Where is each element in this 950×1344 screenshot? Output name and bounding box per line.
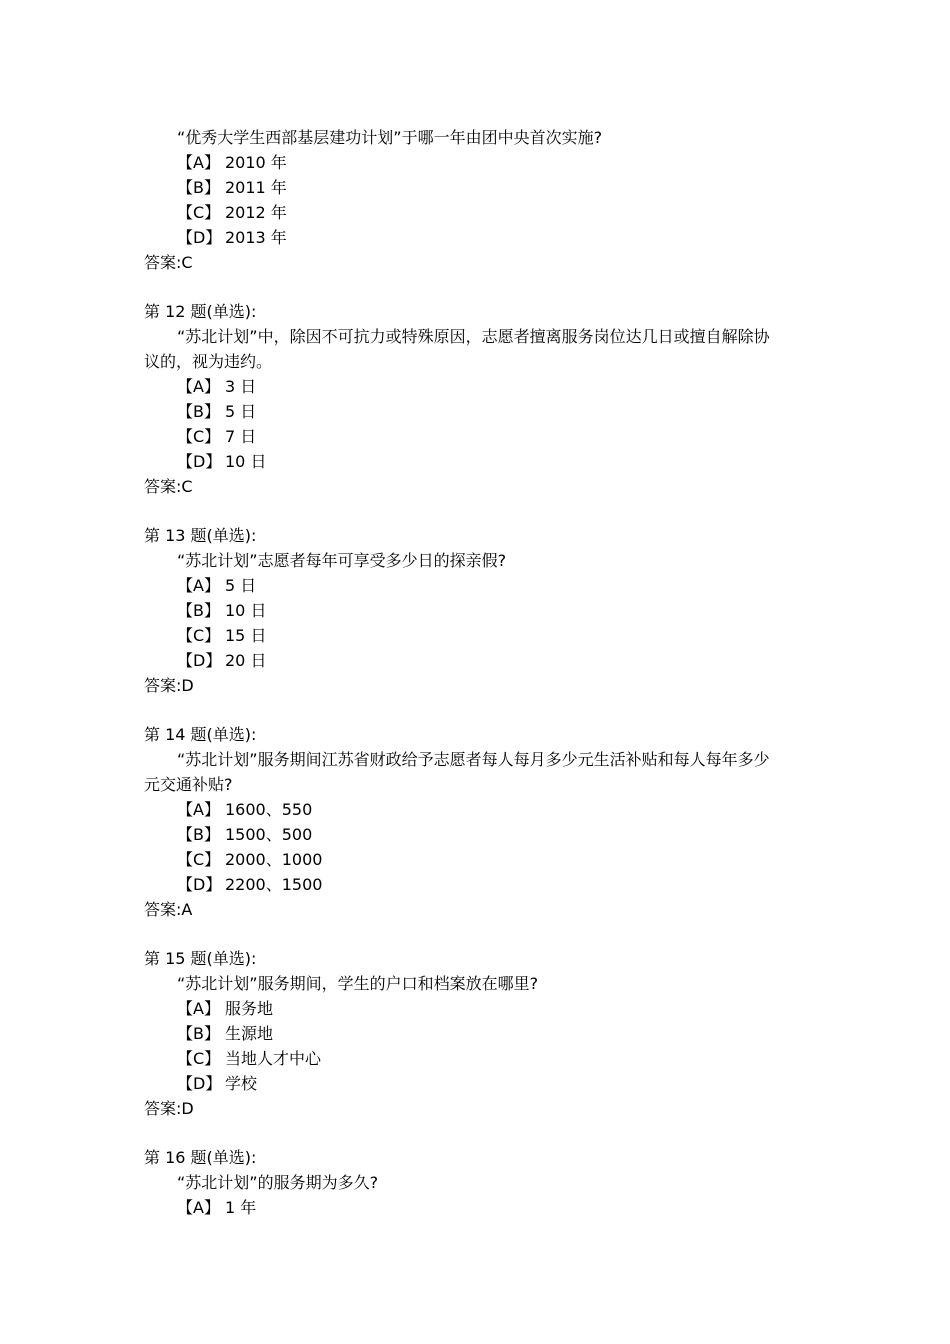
option-mark: 【A】 bbox=[177, 576, 220, 595]
option-b bbox=[144, 399, 814, 424]
option-mark: 【D】 bbox=[177, 651, 222, 670]
answer-line: 答案:D bbox=[144, 1099, 194, 1118]
option-b bbox=[144, 598, 814, 623]
option-b bbox=[144, 822, 814, 847]
option-mark: 【D】 bbox=[177, 875, 222, 894]
option-d bbox=[144, 1071, 814, 1096]
answer-line: 答案:C bbox=[144, 477, 193, 496]
question-stem-line: “苏北计划”的服务期为多久? bbox=[177, 1173, 379, 1192]
option-mark: 【A】 bbox=[177, 999, 220, 1018]
option-text: 2200、1500 bbox=[225, 875, 323, 894]
question-stem-line: “苏北计划”服务期间江苏省财政给予志愿者每人每月多少元生活补贴和每人每年多少 bbox=[177, 750, 770, 769]
option-mark: 【C】 bbox=[177, 850, 221, 869]
option-mark: 【B】 bbox=[177, 825, 220, 844]
option-d bbox=[144, 225, 814, 250]
option-a bbox=[144, 996, 814, 1021]
question-16 bbox=[144, 1145, 814, 1220]
option-mark: 【C】 bbox=[177, 203, 221, 222]
question-stem-line: “苏北计划”志愿者每年可享受多少日的探亲假? bbox=[177, 551, 507, 570]
option-d bbox=[144, 872, 814, 897]
option-mark: 【C】 bbox=[177, 1049, 221, 1068]
question-header: 第 16 题(单选): bbox=[144, 1148, 257, 1167]
question-header: 第 12 题(单选): bbox=[144, 302, 257, 321]
question-stem-line: “苏北计划”中，除因不可抗力或特殊原因，志愿者擅离服务岗位达几日或擅自解除协 bbox=[177, 327, 770, 346]
option-text: 20 日 bbox=[225, 651, 267, 670]
option-text: 5 日 bbox=[225, 576, 257, 595]
option-text: 2013 年 bbox=[225, 228, 287, 247]
option-text: 7 日 bbox=[225, 427, 257, 446]
option-mark: 【B】 bbox=[177, 402, 220, 421]
question-stem-line: “优秀大学生西部基层建功计划”于哪一年由团中央首次实施? bbox=[177, 128, 603, 147]
question-11 bbox=[144, 125, 814, 275]
option-mark: 【D】 bbox=[177, 452, 222, 471]
option-a bbox=[144, 573, 814, 598]
option-b bbox=[144, 175, 814, 200]
answer-line: 答案:D bbox=[144, 676, 194, 695]
option-text: 生源地 bbox=[225, 1024, 274, 1043]
option-text: 10 日 bbox=[225, 601, 267, 620]
question-stem-line: “苏北计划”服务期间，学生的户口和档案放在哪里? bbox=[177, 974, 539, 993]
option-text: 服务地 bbox=[225, 999, 274, 1018]
option-mark: 【C】 bbox=[177, 626, 221, 645]
question-13 bbox=[144, 523, 814, 698]
option-c bbox=[144, 623, 814, 648]
question-14 bbox=[144, 722, 814, 922]
option-text: 10 日 bbox=[225, 452, 267, 471]
option-a bbox=[144, 374, 814, 399]
option-mark: 【A】 bbox=[177, 153, 220, 172]
option-mark: 【B】 bbox=[177, 1024, 220, 1043]
option-text: 5 日 bbox=[225, 402, 257, 421]
question-15 bbox=[144, 946, 814, 1121]
option-b bbox=[144, 1021, 814, 1046]
option-text: 2010 年 bbox=[225, 153, 287, 172]
option-mark: 【A】 bbox=[177, 377, 220, 396]
question-12 bbox=[144, 299, 814, 499]
question-stem-line: 议的，视为违约。 bbox=[144, 352, 273, 371]
question-header: 第 13 题(单选): bbox=[144, 526, 257, 545]
option-c bbox=[144, 847, 814, 872]
option-text: 2011 年 bbox=[225, 178, 287, 197]
option-text: 3 日 bbox=[225, 377, 257, 396]
answer-line: 答案:C bbox=[144, 253, 193, 272]
option-text: 2012 年 bbox=[225, 203, 287, 222]
option-d bbox=[144, 648, 814, 673]
option-text: 当地人才中心 bbox=[225, 1049, 322, 1068]
option-mark: 【A】 bbox=[177, 1198, 220, 1217]
option-mark: 【B】 bbox=[177, 601, 220, 620]
option-mark: 【D】 bbox=[177, 228, 222, 247]
option-text: 2000、1000 bbox=[225, 850, 323, 869]
option-text: 1500、500 bbox=[225, 825, 313, 844]
option-mark: 【D】 bbox=[177, 1074, 222, 1093]
option-a bbox=[144, 1195, 814, 1220]
option-a bbox=[144, 150, 814, 175]
option-text: 15 日 bbox=[225, 626, 267, 645]
option-c bbox=[144, 424, 814, 449]
option-mark: 【A】 bbox=[177, 800, 220, 819]
question-header: 第 15 题(单选): bbox=[144, 949, 257, 968]
question-stem-line: 元交通补贴? bbox=[144, 775, 233, 794]
option-text: 1 年 bbox=[225, 1198, 257, 1217]
option-c bbox=[144, 1046, 814, 1071]
option-mark: 【B】 bbox=[177, 178, 220, 197]
option-text: 1600、550 bbox=[225, 800, 313, 819]
option-c bbox=[144, 200, 814, 225]
answer-line: 答案:A bbox=[144, 900, 193, 919]
question-header: 第 14 题(单选): bbox=[144, 725, 257, 744]
option-d bbox=[144, 449, 814, 474]
option-a bbox=[144, 797, 814, 822]
option-text: 学校 bbox=[225, 1074, 258, 1093]
option-mark: 【C】 bbox=[177, 427, 221, 446]
